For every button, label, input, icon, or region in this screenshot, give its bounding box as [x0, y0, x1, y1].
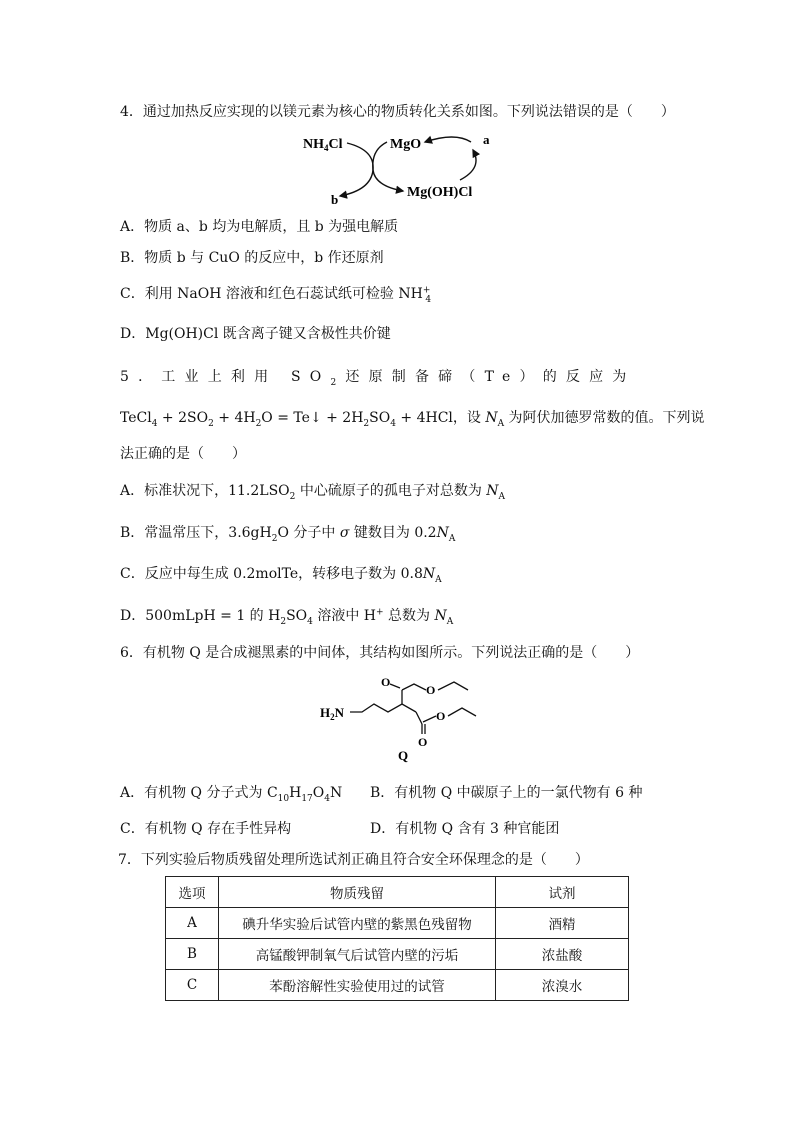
table-header-row — [166, 877, 629, 908]
q5-option-d: D．500mLpH = 1 的 $H_2SO_4$ 溶液中 H+ 总数为 $N_A$ — [120, 607, 454, 627]
lower-ester-o-link — [423, 716, 436, 722]
q4-option-c: C．利用 NaOH 溶液和红色石蕊试纸可检验 $NH^+_4$ — [120, 285, 432, 305]
table-header: 物质残留 — [219, 877, 496, 908]
q5-option-b: B．常温常压下，$3.6gH_2O$ 分子中 σ 键数目为 $0.2N_A$ — [120, 525, 456, 544]
mgo-label: MgO — [390, 137, 422, 152]
q5-option-c: C．反应中每生成 0.2molTe，转移电子数为 $0.8N_A$ — [120, 566, 442, 585]
q4-option-b: B．物质 b 与 CuO 的反应中，b 作还原剂 — [120, 250, 384, 266]
q5-equation: TeCl$_4$ + $2SO_2 + 4H_2O$ = Te↓ + $2H_2SO_4 + 4HCl$，设 $N_A$ 为阿伏加德罗常数的值。下列说 — [120, 410, 705, 429]
q6-option-a: A．有机物 Q 分子式为 $C_{10}H_{17}O_4N$ — [120, 785, 343, 804]
q6-structure-diagram — [318, 672, 488, 764]
nh4cl-label: $NH_4Cl$ — [303, 137, 343, 153]
q4-option-a: A．物质 a、b 均为电解质，且 b 为强电解质 — [120, 219, 399, 235]
q6-option-b: B．有机物 Q 中碳原子上的一氯代物有 6 种 — [370, 785, 643, 801]
arrow-to-b — [340, 143, 373, 196]
arrow-to-a — [460, 150, 476, 180]
table-row — [166, 939, 629, 970]
q5-option-a: A．标准状况下，$11.2LSO_2$ 中心硫原子的孤电子对总数为 $N_A$ — [120, 483, 506, 502]
o-ester-1: O — [426, 683, 436, 697]
o-ester-2: O — [436, 709, 446, 723]
lower-ester-bond — [416, 712, 422, 724]
upper-ester-o-link — [402, 684, 426, 690]
o-carbonyl-1: O — [381, 675, 391, 689]
q6-option-d: D．有机物 Q 含有 3 种官能团 — [370, 821, 560, 837]
carbon-chain — [350, 704, 416, 712]
table-row — [166, 970, 629, 1001]
mgohcl-label: Mg(OH)Cl — [407, 185, 473, 200]
q4-option-d: D．Mg(OH)Cl 既含离子键又含极性共价键 — [120, 326, 391, 342]
table-cell: 碘升华实验后试管内壁的紫黑色残留物 — [219, 908, 496, 939]
table-cell: 苯酚溶解性实验使用过的试管 — [219, 970, 496, 1001]
table-header: 试剂 — [496, 877, 629, 908]
q-label: Q — [398, 748, 409, 763]
q4-stem: 4．通过加热反应实现的以镁元素为核心的物质转化关系如图。下列说法错误的是（ ） — [120, 104, 675, 120]
a-label: a — [483, 132, 490, 147]
table-cell: 浓溴水 — [496, 970, 629, 1001]
q7-table — [165, 876, 629, 1001]
table-cell: C — [166, 970, 219, 1001]
b-label: b — [331, 192, 339, 207]
q6-stem: 6．有机物 Q 是合成褪黑素的中间体，其结构如图所示。下列说法正确的是（ ） — [120, 645, 640, 661]
lower-carbonyl — [422, 724, 425, 734]
table-cell: 高锰酸钾制氧气后试管内壁的污垢 — [219, 939, 496, 970]
table-row — [166, 908, 629, 939]
arrow-to-mgo — [425, 137, 471, 142]
q5-stem-line1: 5．工业上利用 $SO_2$还原制备碲（Te）的反应为 — [120, 369, 636, 388]
q5-stem-line3: 法正确的是（ ） — [120, 446, 246, 462]
table-header: 选项 — [166, 877, 219, 908]
table-cell: A — [166, 908, 219, 939]
q4-conversion-diagram — [295, 128, 495, 210]
upper-ethyl — [438, 682, 468, 690]
upper-carbonyl — [390, 684, 400, 688]
table-cell: 酒精 — [496, 908, 629, 939]
table-cell: 浓盐酸 — [496, 939, 629, 970]
o-carbonyl-2: O — [418, 735, 428, 749]
q6-option-c: C．有机物 Q 存在手性异构 — [120, 821, 292, 837]
table-cell: B — [166, 939, 219, 970]
lower-ethyl — [448, 708, 476, 716]
q7-stem: 7．下列实验后物质残留处理所选试剂正确且符合安全环保理念的是（ ） — [118, 852, 589, 868]
h2n-label: $H_2N$ — [320, 705, 345, 722]
